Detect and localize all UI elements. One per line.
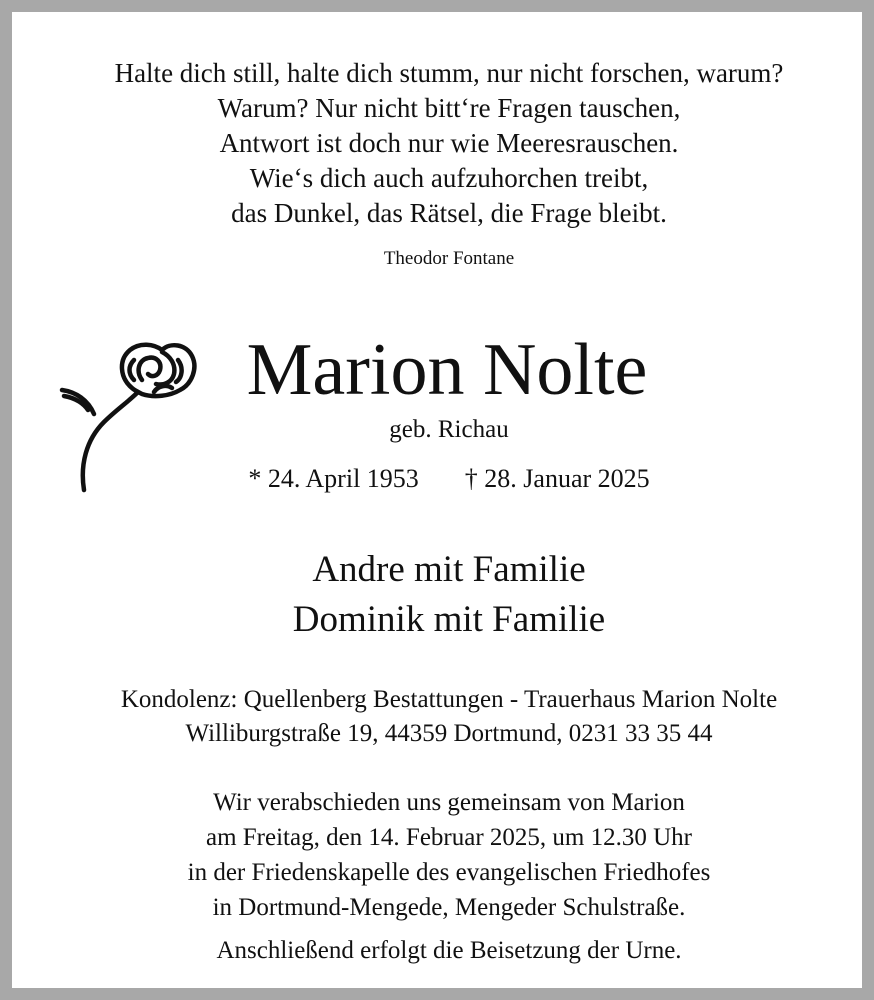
poem-line: das Dunkel, das Rätsel, die Frage bleibt.: [231, 198, 667, 228]
poem: [24, 56, 874, 231]
ceremony-line: in Dortmund-Mengede, Mengeder Schulstraße.: [212, 894, 686, 921]
poem-line: Antwort ist doch nur wie Meeresrauschen.: [219, 128, 679, 158]
poem-line: Wie‘s dich auch aufzuhorchen treibt,: [249, 163, 649, 193]
mourner-line: Dominik mit Familie: [292, 599, 606, 640]
life-dates: [24, 464, 874, 494]
poem-line: Halte dich still, halte dich stumm, nur nicht forschen, warum?: [114, 58, 784, 88]
mourner-line: Andre mit Familie: [312, 549, 586, 590]
birth-date: * 24. April 1953: [248, 464, 419, 493]
birth-name: geb. Richau: [389, 416, 509, 443]
condolence-info: [24, 683, 874, 751]
ceremony-line: in der Friedenskapelle des evangelischen Friedhofes: [187, 859, 711, 886]
mourners: [24, 545, 874, 645]
death-date: † 28. Januar 2025: [464, 464, 650, 493]
deceased-name: Marion Nolte: [246, 329, 648, 411]
condolence-line: Kondolenz: Quellenberg Bestattungen - Trauerhaus Marion Nolte: [120, 686, 778, 713]
ceremony-line: Wir verabschieden uns gemeinsam von Marion: [213, 789, 685, 816]
ceremony-info: [24, 785, 874, 925]
ceremony-line: am Freitag, den 14. Februar 2025, um 12.30 Uhr: [205, 824, 693, 851]
burial-note: Anschließend erfolgt die Beisetzung der Urne.: [216, 937, 682, 964]
poem-line: Warum? Nur nicht bitt‘re Fragen tauschen,: [217, 93, 681, 123]
poem-author: Theodor Fontane: [383, 248, 515, 269]
condolence-address: Williburgstraße 19, 44359 Dortmund, 0231 33 35 44: [185, 720, 713, 747]
